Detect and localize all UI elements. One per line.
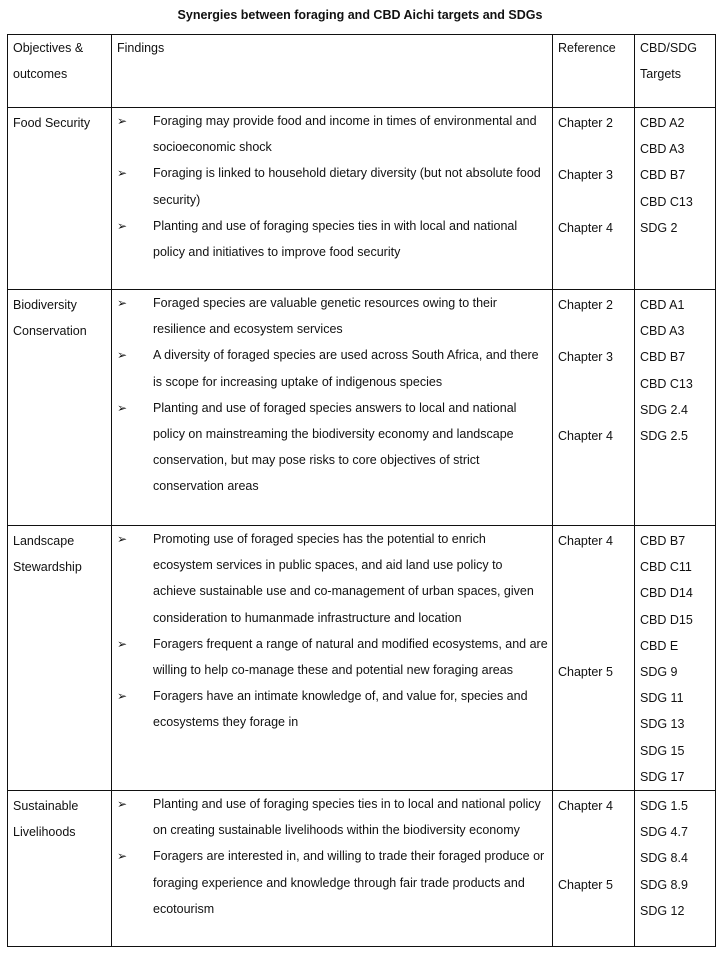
target-item: SDG 2.4	[640, 402, 688, 417]
arrow-bullet-icon: ➢	[117, 797, 128, 812]
reference-item: Chapter 3	[558, 168, 613, 183]
objective-cell	[8, 526, 112, 791]
findings-cell	[112, 791, 553, 947]
table-title: Synergies between foraging and CBD Aichi targets and SDGs	[177, 8, 543, 22]
reference-cell	[553, 108, 635, 290]
header-findings: Findings	[112, 35, 553, 108]
finding-text: Planting and use of foraging species ties in with local and national policy and initiatives to improve food security	[153, 218, 518, 260]
targets-cell	[635, 526, 716, 791]
target-item: SDG 8.9	[640, 877, 688, 892]
target-item: CBD A3	[640, 142, 685, 157]
header-targets: CBD/SDG Targets	[635, 35, 716, 108]
target-item: SDG 9	[640, 665, 678, 680]
finding-text: Foraged species are valuable genetic resources owing to their resilience and ecosystem services	[153, 296, 497, 337]
table-row	[8, 290, 716, 526]
header-reference: Reference	[553, 35, 635, 108]
list-item	[117, 526, 548, 631]
list-item	[117, 213, 548, 265]
arrow-bullet-icon: ➢	[117, 296, 128, 310]
table-row	[8, 108, 716, 290]
reference-item: Chapter 2	[558, 298, 613, 312]
target-item: CBD C13	[640, 376, 693, 391]
arrow-bullet-icon: ➢	[117, 218, 128, 233]
findings-list	[117, 526, 548, 736]
findings-list	[117, 108, 548, 265]
objective-cell	[8, 290, 112, 526]
arrow-bullet-icon: ➢	[117, 114, 128, 128]
list-item	[117, 290, 548, 342]
list-item	[117, 631, 548, 683]
target-item: SDG 4.7	[640, 825, 688, 840]
finding-text: Promoting use of foraged species has the potential to enrich ecosystem services in public spaces, and aid land use policy to achieve sustainable use and co-management of urban spaces, given consideration to humanmade infrastructure and location	[153, 532, 534, 625]
findings-cell	[112, 290, 553, 526]
targets-cell	[635, 290, 716, 526]
targets-cell	[635, 108, 716, 290]
list-item	[117, 160, 548, 212]
reference-cell	[553, 791, 635, 947]
finding-text: A diversity of foraged species are used across South Africa, and there is scope for increasing uptake of indigenous species	[153, 348, 539, 389]
list-item	[117, 395, 548, 500]
target-item: CBD E	[640, 638, 679, 653]
finding-text: Foragers are interested in, and willing to trade their foraged produce or foraging experience and knowledge through fair trade products and ecotourism	[153, 849, 545, 916]
reference-item: Chapter 4	[558, 799, 613, 814]
target-item: CBD A1	[640, 298, 685, 312]
finding-text: Foragers frequent a range of natural and modified ecosystems, and are willing to help co-manage these and potential new foraging areas	[153, 636, 548, 678]
target-item: CBD A2	[640, 116, 685, 130]
objective-cell	[8, 791, 112, 947]
objective-label: Food Security	[13, 116, 91, 130]
finding-text: Foragers have an intimate knowledge of, and value for, species and ecosystems they forage in	[153, 689, 528, 730]
arrow-bullet-icon: ➢	[117, 348, 128, 363]
target-item: CBD B7	[640, 534, 686, 548]
arrow-bullet-icon: ➢	[117, 689, 128, 704]
targets-cell	[635, 791, 716, 947]
objective-label: Biodiversity Conservation	[13, 298, 87, 339]
target-item: SDG 1.5	[640, 799, 688, 814]
table-row	[8, 791, 716, 947]
target-item: SDG 13	[640, 717, 685, 732]
reference-item: Chapter 4	[558, 428, 613, 443]
reference-item: Chapter 5	[558, 877, 613, 892]
target-item: SDG 2	[640, 220, 678, 235]
target-item: SDG 15	[640, 743, 685, 758]
header-row	[8, 35, 716, 108]
target-item: SDG 17	[640, 769, 685, 784]
findings-list	[117, 791, 548, 922]
table-row	[8, 526, 716, 791]
reference-item: Chapter 3	[558, 350, 613, 365]
finding-text: Foraging is linked to household dietary diversity (but not absolute food security)	[153, 166, 541, 207]
arrow-bullet-icon: ➢	[117, 636, 128, 651]
target-item: CBD A3	[640, 324, 685, 339]
target-item: CBD C11	[640, 560, 692, 575]
reference-cell	[553, 526, 635, 791]
header-objectives: Objectives & outcomes	[8, 35, 112, 108]
target-item: CBD B7	[640, 168, 686, 183]
list-item	[117, 108, 548, 160]
target-item: SDG 8.4	[640, 851, 688, 866]
objective-label: Landscape Stewardship	[13, 534, 82, 575]
arrow-bullet-icon: ➢	[117, 400, 128, 415]
finding-text: Planting and use of foraged species answers to local and national policy on mainstreaming the biodiversity economy and landscape conservation, but may pose risks to core objectives of strict conservation areas	[153, 400, 517, 494]
objective-cell	[8, 108, 112, 290]
finding-text: Planting and use of foraging species ties in to local and national policy on creating sustainable livelihoods within the biodiversity economy	[153, 797, 541, 838]
list-item	[117, 791, 548, 843]
reference-item: Chapter 4	[558, 220, 613, 235]
reference-item: Chapter 2	[558, 116, 613, 130]
target-item: CBD C13	[640, 194, 693, 209]
reference-item: Chapter 4	[558, 534, 613, 548]
target-item: CBD D15	[640, 612, 693, 627]
list-item	[117, 683, 548, 735]
reference-cell	[553, 290, 635, 526]
target-item: SDG 2.5	[640, 429, 688, 444]
target-item: SDG 12	[640, 903, 685, 918]
target-item: CBD D14	[640, 586, 693, 601]
synergies-table	[7, 34, 716, 947]
reference-item: Chapter 5	[558, 664, 613, 679]
arrow-bullet-icon: ➢	[117, 532, 128, 546]
list-item	[117, 342, 548, 394]
arrow-bullet-icon: ➢	[117, 166, 128, 181]
findings-cell	[112, 526, 553, 791]
target-item: SDG 11	[640, 691, 684, 706]
target-item: CBD B7	[640, 350, 686, 365]
finding-text: Foraging may provide food and income in times of environmental and socioeconomic shock	[153, 114, 537, 155]
arrow-bullet-icon: ➢	[117, 849, 128, 864]
list-item	[117, 843, 548, 922]
findings-cell	[112, 108, 553, 290]
objective-label: Sustainable Livelihoods	[13, 799, 79, 840]
findings-list	[117, 290, 548, 500]
